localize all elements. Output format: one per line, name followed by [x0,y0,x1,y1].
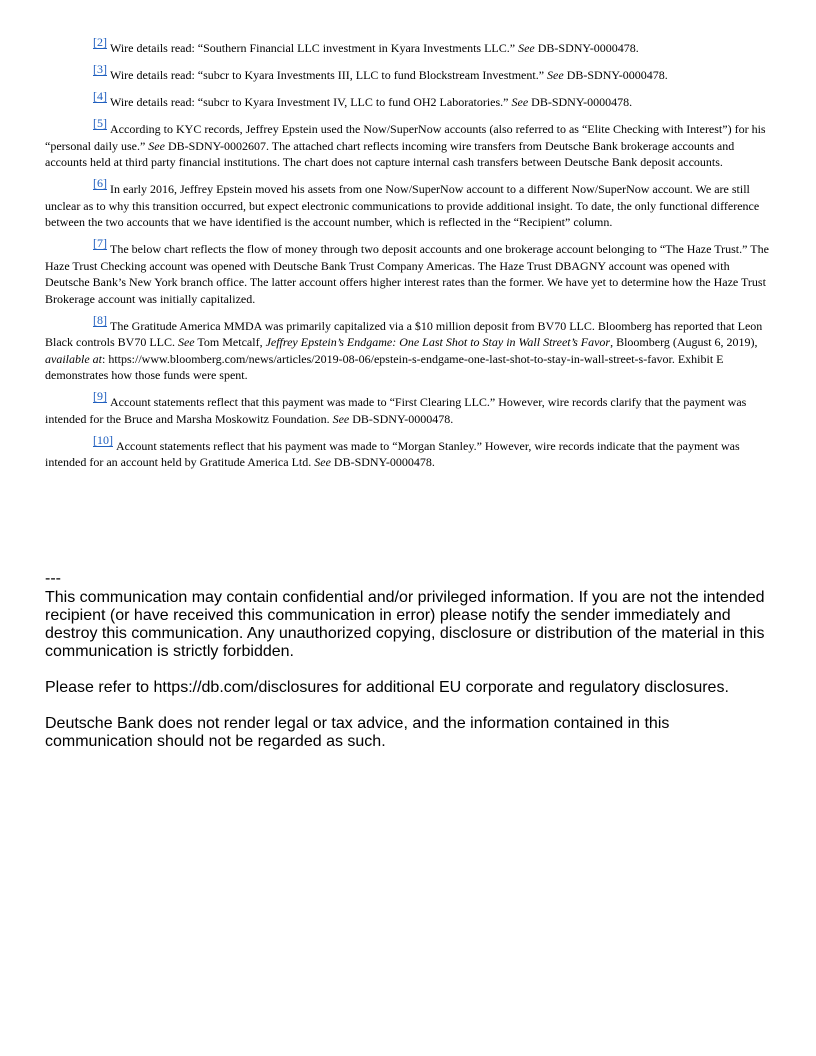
footnote-ref-link[interactable]: [6] [93,176,107,190]
footnote-author: Tom Metcalf, [194,335,266,349]
footnote-ref-link[interactable]: [2] [93,35,107,49]
see-signal: See [314,455,331,469]
footnote-ref-link[interactable]: [5] [93,116,107,130]
footnote-text: Account statements reflect that his payment was made to “Morgan Stanley.” However, wire records indicate that the payment was intended for an account held by Gratitude America Ltd. [45,438,740,469]
footnote-text: Wire details read: “subcr to Kyara Investment IV, LLC to fund OH2 Laboratories.” [110,95,512,109]
footnote-citation: DB-SDNY-0000478. [534,41,639,55]
footnote-text: Wire details read: “Southern Financial LLC investment in Kyara Investments LLC.” [110,41,519,55]
footnote-text: The Gratitude America MMDA was primarily capitalized via a $10 million deposit from BV70 LLC. Bloomberg has reported that Leon Black controls BV70 LLC. [45,318,763,349]
footnote-8 [45,314,773,384]
footnote-text: The below chart reflects the flow of money through two deposit accounts and one brokerage account belonging to “The Haze Trust.” The Haze Trust Checking account was opened with Deutsche Bank Trust Company Americas. The Haze Trust DBAGNY account was opened with Deutsche Bank’s New York branch office. The latter account offers higher interest rates than the former. We have yet to determine how the Haze Trust Brokerage account was initially capitalized. [45,242,769,306]
see-signal: See [547,68,564,82]
footnote-url-text: : https://www.bloomberg.com/news/articles/2019-08-06/epstein-s-endgame-one-last-shot-to-stay-in-wall-street-s-favor. Exhibit E demonstrates how those funds were spent. [45,351,724,382]
footnote-ref-link[interactable]: [8] [93,312,107,327]
article-title: Jeffrey Epstein’s Endgame: One Last Shot to Stay in Wall Street’s Favor [265,335,611,349]
confidentiality-notice: This communication may contain confidential and/or privileged information. If you are not the intended recipient (or have received this communication in error) please notify the sender immediately and destroy this communication. Any unauthorized copying, disclosure or distribution of the material in this communication is strictly forbidden. [45,589,765,660]
footnote-6 [45,177,773,231]
legal-advice-notice: Deutsche Bank does not render legal or tax advice, and the information contained in this communication should not be regarded as such. [45,715,670,750]
see-signal: See [511,95,529,109]
footnote-text: According to KYC records, Jeffrey Epstein used the Now/SuperNow accounts (also referred to as “Elite Checking with Interest”) for his “personal daily use.” [45,122,766,153]
separator-line: --- [45,570,61,587]
footnote-source: , Bloomberg (August 6, 2019), [610,335,758,349]
footnote-text: In early 2016, Jeffrey Epstein moved his assets from one Now/SuperNow account to a different Now/SuperNow account. We are still unclear as to why this transition occurred, but expect electronic communications to provide additional insight. To date, the only functional difference between the two accounts that we have identified is the account number, which is reflected in the “Recipient” column. [45,182,760,229]
footnote-ref-link[interactable]: [7] [93,236,107,250]
see-signal: See [148,138,165,153]
footnote-citation: DB-SDNY-0000478. [528,95,633,109]
footnote-citation: DB-SDNY-0000478. [563,68,668,82]
footnotes-section [45,36,773,477]
footnote-citation: DB-SDNY-0002607. The attached chart reflects incoming wire transfers from Deutsche Bank brokerage accounts and accounts held at third party financial institutions. The chart does not capture internal cash transfers between Deutsche Bank deposit accounts. [45,138,735,169]
available-at-signal: available at [45,351,102,366]
footnote-2 [45,36,773,57]
footnote-text: Wire details read: “subcr to Kyara Investments III, LLC to fund Blockstream Investment.” [110,68,548,82]
footnote-4 [45,90,773,111]
footnote-ref-link[interactable]: [9] [93,389,107,403]
footnote-ref-link[interactable]: [4] [93,89,107,103]
footnote-text: Account statements reflect that this payment was made to “First Clearing LLC.” However, wire records clarify that the payment was intended for the Bruce and Marsha Moskowitz Foundation. [45,395,747,426]
footnote-ref-link[interactable]: [3] [93,62,107,76]
see-signal: See [518,41,535,55]
footnote-5 [45,117,773,171]
footnote-10 [45,434,773,471]
footnote-citation: DB-SDNY-0000478. [330,455,435,469]
footnote-ref-link[interactable]: [10] [93,432,113,447]
footnote-3 [45,63,773,84]
footnote-7 [45,237,773,307]
footnote-9 [45,390,773,427]
see-signal: See [177,335,195,349]
footnote-citation: DB-SDNY-0000478. [349,411,454,426]
see-signal: See [332,411,350,426]
eu-disclosure-notice: Please refer to https://db.com/disclosures for additional EU corporate and regulatory disclosures. [45,679,729,696]
email-disclaimer [45,570,780,769]
